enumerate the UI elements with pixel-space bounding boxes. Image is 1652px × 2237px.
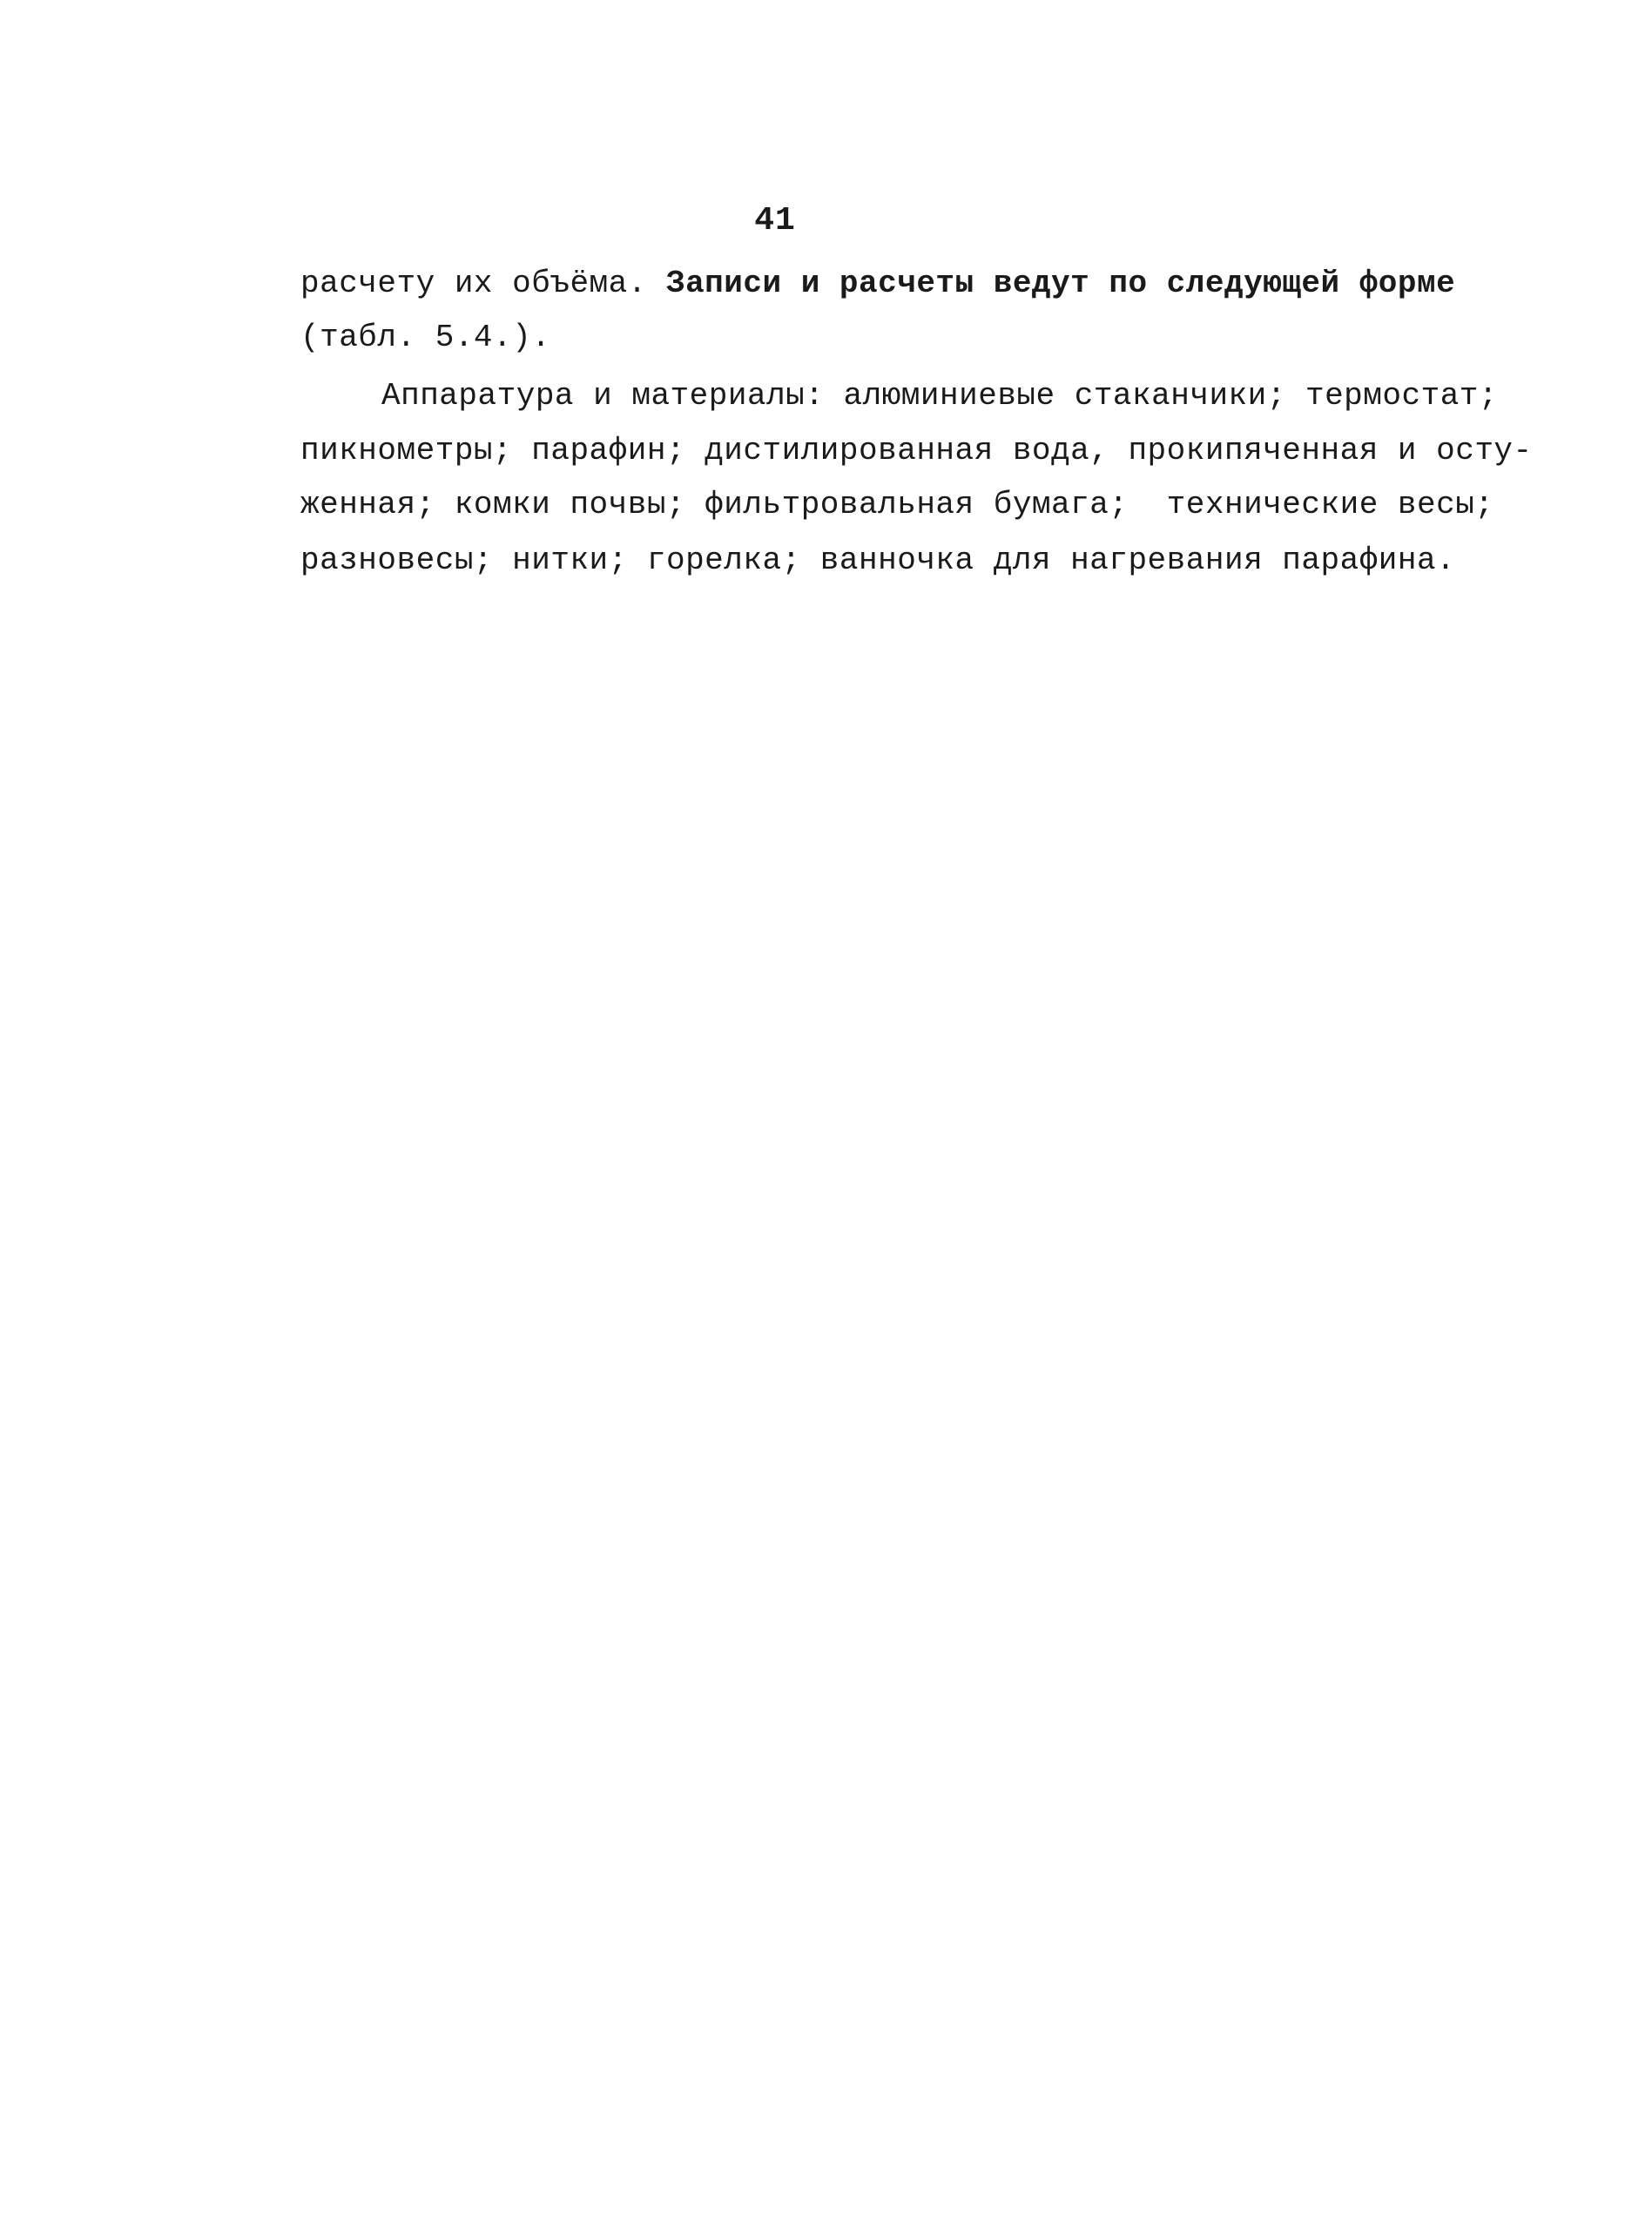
paragraph1-line2: (табл. 5.4.). [300, 320, 551, 355]
paragraph1-line1-bold: Записи и расчеты ведут по следующей форме [665, 266, 1456, 301]
paragraph2-line1: Аппаратура и материалы: алюминиевые стаканчики; термостат; [381, 378, 1499, 414]
paragraph2-line2: пикнометры; парафин; дистилированная вода, прокипяченная и осту- [300, 433, 1533, 468]
paragraph1-line1 [300, 268, 1455, 300]
paragraph2-line3: женная; комки почвы; фильтровальная бумага; технические весы; [300, 487, 1494, 522]
paragraph1-line1-plain: расчету их объёма. [300, 266, 666, 301]
paragraph2-line4: разновесы; нитки; горелка; ванночка для нагревания парафина. [300, 542, 1456, 578]
page-number: 41 [754, 202, 796, 239]
